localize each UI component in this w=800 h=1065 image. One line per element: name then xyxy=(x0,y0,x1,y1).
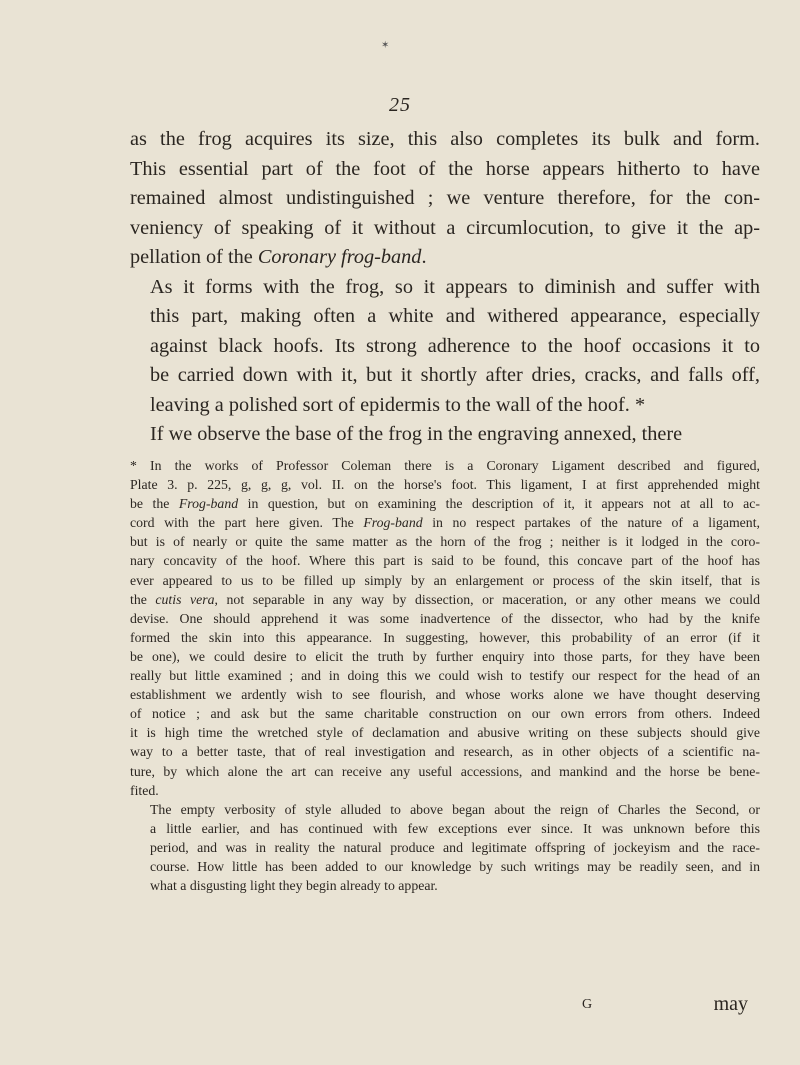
text-line: cord with the part here given. The Frog-band in no respect partakes of the nature of a ligament, xyxy=(130,515,760,531)
text-line: this part, making often a white and withered appearance, especially xyxy=(150,305,760,327)
footnote xyxy=(130,456,760,895)
text-line: This essential part of the foot of the horse appears hitherto to have xyxy=(130,157,760,180)
body-paragraph xyxy=(130,273,760,421)
text-line: fited. xyxy=(130,782,159,798)
signature-mark: G xyxy=(582,997,593,1012)
ink-speck: ✶ xyxy=(381,40,390,51)
text-line: formed the skin into this appearance. In suggesting, however, this probability of an error (if it xyxy=(130,629,760,645)
footnote-paragraph xyxy=(130,800,760,895)
text-line: what a disgusting light they begin already to appear. xyxy=(150,878,438,894)
text-line: ture, by which alone the art can receive any useful accessions, and mankind and the horse be bene- xyxy=(130,763,760,779)
text-line: period, and was in reality the natural produce and legitimate offspring of jockeyism and the race- xyxy=(150,839,760,855)
text-line: pellation of the Coronary frog-band. xyxy=(130,246,427,268)
text-line: of notice ; and ask but the same charitable construction on our own errors from others. Indeed xyxy=(130,706,760,722)
text-line: the cutis vera, not separable in any way by dissection, or maceration, or any other means we could xyxy=(130,591,760,607)
text-line: way to a better taste, that of real investigation and research, as in other objects of a scientific na- xyxy=(130,744,760,760)
text-line: Plate 3. p. 225, g, g, g, vol. II. on the horse's foot. This ligament, I at first apprehended might xyxy=(130,477,760,493)
catchword: may xyxy=(713,993,748,1015)
page-number: 25 xyxy=(389,94,411,116)
text-line: devise. One should apprehend it was some inadvertence of the dissector, who had by the knife xyxy=(130,610,760,626)
text-line: ever appeared to us to be filled up simply by an enlargement or process of the skin itself, that is xyxy=(130,572,760,588)
footnote-paragraph xyxy=(130,456,760,800)
text-line: be one), we could desire to elicit the truth by further enquiry into those parts, for they have been xyxy=(130,648,760,664)
text-line: be the Frog-band in question, but on examining the description of it, it appears not at all to ac- xyxy=(130,496,761,512)
body-paragraph xyxy=(130,420,760,450)
text-line: leaving a polished sort of epidermis to the wall of the hoof. * xyxy=(150,393,646,416)
text-line: establishment we ardently wish to see flourish, and whose works alone we have thought deserving xyxy=(130,687,760,703)
text-line: but is of nearly or quite the same matter as the horn of the frog ; neither is it lodged in the coro- xyxy=(130,534,760,550)
main-text xyxy=(130,125,760,450)
text-line: As it forms with the frog, so it appears to diminish and suffer with xyxy=(150,275,760,298)
text-line: remained almost undistinguished ; we venture therefore, for the con- xyxy=(130,187,760,209)
text-line: as the frog acquires its size, this also completes its bulk and form. xyxy=(130,128,760,150)
text-line: course. How little has been added to our knowledge by such writings may be readily seen, and in xyxy=(150,858,760,874)
text-line: nary concavity of the hoof. Where this part is said to be found, this concave part of the hoof has xyxy=(130,553,760,569)
text-line: If we observe the base of the frog in the engraving annexed, there xyxy=(150,423,683,445)
text-line: be carried down with it, but it shortly after dries, cracks, and falls off, xyxy=(150,364,760,386)
text-line: * In the works of Professor Coleman there is a Coronary Ligament described and figured, xyxy=(130,458,760,473)
text-line: really but little examined ; and in doing this we could wish to testify our respect for the head of an xyxy=(130,668,760,684)
body-paragraph xyxy=(130,125,760,273)
text-line: against black hoofs. Its strong adherence to the hoof occasions it to xyxy=(150,334,760,357)
text-line: veniency of speaking of it without a circumlocution, to give it the ap- xyxy=(130,216,760,239)
text-line: The empty verbosity of style alluded to above began about the reign of Charles the Second, or xyxy=(150,801,760,817)
text-line: it is high time the wretched style of declamation and abusive writing on these subjects should give xyxy=(130,725,760,741)
text-line: a little earlier, and has continued with few exceptions ever since. It was unknown before this xyxy=(150,820,760,836)
